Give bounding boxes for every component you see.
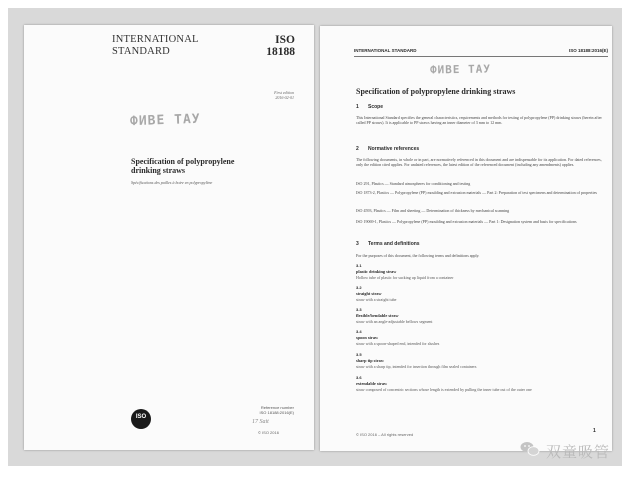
section-heading-terms bbox=[356, 241, 420, 247]
section-number: 2 bbox=[356, 146, 359, 152]
library-stamp-left: ФИВЕ ТАУ bbox=[129, 111, 201, 130]
watermark-text: 双童吸管 bbox=[546, 443, 611, 461]
header-left: INTERNATIONAL STANDARD bbox=[354, 48, 417, 53]
iso-designation bbox=[255, 34, 295, 58]
cover-subtitle-french: Spécifications des pailles à boire en polypropylène bbox=[131, 180, 213, 185]
term-number: 3.6 bbox=[356, 375, 362, 380]
term-number: 3.2 bbox=[356, 285, 362, 290]
term-name: sharp tip straw bbox=[356, 358, 384, 363]
iso-logo-text: ISO bbox=[135, 414, 147, 420]
handwritten-note: 17 Sait bbox=[252, 419, 269, 425]
iso-logo-icon bbox=[131, 409, 151, 429]
scope-paragraph: This International Standard specifies the general characteristics, requirements and methods for testing of polypropylene (PP) drinking straws (herein after called PP straws). It is applicable to PP straws having an inner diameter of 3 mm to 12 mm. bbox=[356, 115, 602, 126]
section-number: 1 bbox=[356, 104, 359, 110]
library-stamp-right: ФИВЕ ТАУ bbox=[429, 62, 492, 77]
term-number: 3.1 bbox=[356, 263, 362, 268]
cover-title-line1: Specification of polypropylene bbox=[131, 157, 235, 166]
edition-info bbox=[232, 90, 294, 100]
section-title: Normative references bbox=[368, 146, 420, 152]
reference-item: ISO 1873-2, Plastics — Polypropylene (PP) moulding and extrusion materials — Part 2: Preparation of test specimens and determination of properties bbox=[356, 190, 597, 195]
reference-item: ISO 291, Plastics — Standard atmospheres for conditioning and testing bbox=[356, 181, 471, 186]
term-number: 3.3 bbox=[356, 307, 362, 312]
term-name: plastic drinking straw bbox=[356, 269, 397, 274]
terms-intro-paragraph: For the purposes of this document, the following terms and definitions apply. bbox=[356, 253, 480, 258]
page-number: 1 bbox=[593, 428, 596, 434]
edition-line2: 2016-02-01 bbox=[275, 95, 294, 100]
standard-type bbox=[112, 34, 199, 58]
reference-block bbox=[232, 405, 294, 415]
iso-label: ISO bbox=[275, 34, 295, 46]
term-name: straight straw bbox=[356, 291, 382, 296]
reference-item: ISO 4593, Plastics — Film and sheeting — Determination of thickness by mechanical scanning bbox=[356, 208, 510, 213]
term-definition: straw with a sharp tip, intended for insertion through film sealed containers bbox=[356, 364, 477, 369]
section-title: Terms and definitions bbox=[368, 241, 420, 247]
term-number: 3.5 bbox=[356, 352, 362, 357]
iso-number: 18188 bbox=[266, 46, 295, 58]
cover-title bbox=[131, 157, 281, 175]
term-name: spoon straw bbox=[356, 335, 379, 340]
term-definition: straw with an angle-adjustable bellows segment bbox=[356, 319, 433, 324]
section-title: Scope bbox=[368, 104, 384, 110]
normative-references-paragraph: The following documents, in whole or in part, are normatively referenced in this document and are indispensable for its application. For dated references, only the edition cited applies. For undated references, the latest edition of the referenced document (including any amendments) applies. bbox=[356, 157, 602, 168]
reference-item: ISO 19069-1, Plastics — Polypropylene (PP) moulding and extrusion materials — Part 1: Designation system and basis for specifications bbox=[356, 219, 577, 224]
section-heading-scope bbox=[356, 104, 383, 110]
term-definition: straw composed of concentric sections whose length is extended by pulling the inner tube out of the outer one bbox=[356, 387, 532, 392]
chat-bubbles-icon bbox=[520, 441, 540, 457]
standard-type-line2: STANDARD bbox=[112, 46, 170, 57]
term-definition: straw with a spoon-shaped end, intended for slushes bbox=[356, 341, 440, 346]
term-definition: straw with a straight tube bbox=[356, 297, 397, 302]
term-name: flexible/bendable straw bbox=[356, 313, 399, 318]
section-number: 3 bbox=[356, 241, 359, 247]
watermark bbox=[520, 440, 630, 462]
document-spread bbox=[8, 8, 622, 466]
edition-line1: First edition bbox=[274, 90, 294, 95]
cover-page bbox=[24, 25, 314, 450]
reference-number: ISO 18188:2016(E) bbox=[259, 410, 294, 415]
header-right: ISO 18188:2016(E) bbox=[568, 48, 608, 53]
term-number: 3.4 bbox=[356, 329, 362, 334]
term-name: extendable straw bbox=[356, 381, 388, 386]
standard-type-line1: INTERNATIONAL bbox=[112, 34, 199, 45]
cover-copyright: © ISO 2016 bbox=[258, 430, 279, 435]
running-header bbox=[354, 48, 608, 57]
cover-title-line2: drinking straws bbox=[131, 166, 186, 175]
term-definition: Hollow tube of plastic for sucking up liquid from a container bbox=[356, 275, 454, 280]
reference-label: Reference number bbox=[260, 405, 294, 410]
section-heading-normative-references bbox=[356, 146, 419, 152]
page-footer-copyright: © ISO 2016 – All rights reserved bbox=[356, 432, 414, 437]
document-title: Specification of polypropylene drinking straws bbox=[356, 87, 516, 96]
